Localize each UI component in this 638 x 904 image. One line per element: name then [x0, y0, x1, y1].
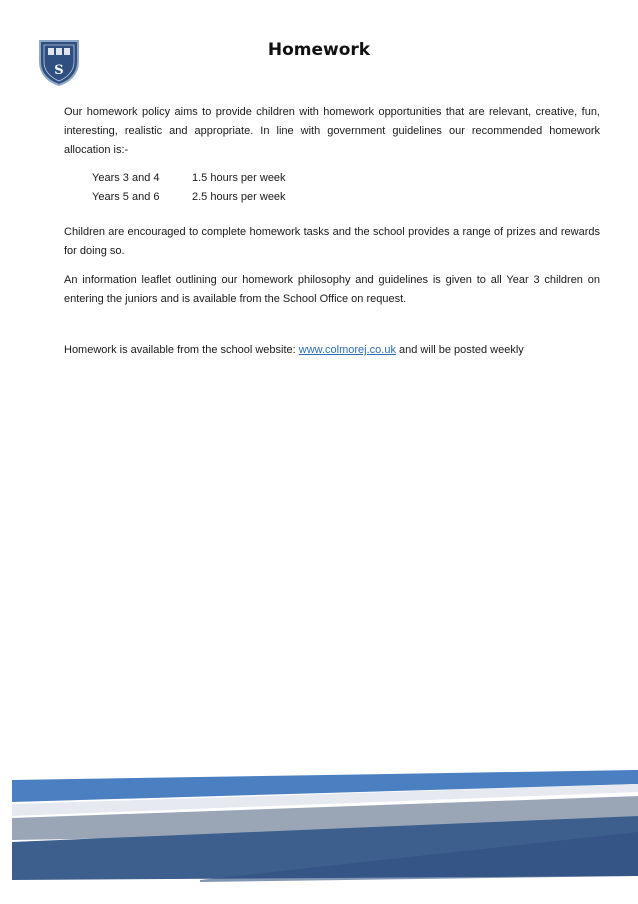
- allocation-hours: 1.5 hours per week: [192, 172, 286, 184]
- website-text-after: and will be posted weekly: [395, 344, 524, 356]
- policy-paragraph: Our homework policy aims to provide children with homework opportunities that are relevant, creative, fun, interesting, realistic and appropriate. In line with government guidelines our recommended homework allocation is:-: [64, 106, 600, 156]
- website-text-before: Homework is available from the school website:: [64, 344, 299, 356]
- allocation-row: [92, 188, 286, 207]
- footer-decoration: [0, 770, 638, 904]
- svg-text:S: S: [54, 63, 64, 78]
- school-website-link[interactable]: www.colmorej.co.uk: [298, 344, 396, 356]
- page-title: Homework: [267, 40, 371, 60]
- website-paragraph: [64, 341, 600, 360]
- allocation-years: Years 3 and 4: [92, 172, 160, 184]
- allocation-years: Years 5 and 6: [92, 191, 160, 203]
- allocation-hours: 2.5 hours per week: [192, 191, 286, 203]
- leaflet-paragraph: An information leaflet outlining our homework philosophy and guidelines is given to all Year 3 children on entering the juniors and is available from the School Office on request.: [64, 274, 600, 305]
- prizes-paragraph: Children are encouraged to complete homework tasks and the school provides a range of prizes and rewards for doing so.: [64, 226, 600, 257]
- allocation-row: [92, 169, 286, 188]
